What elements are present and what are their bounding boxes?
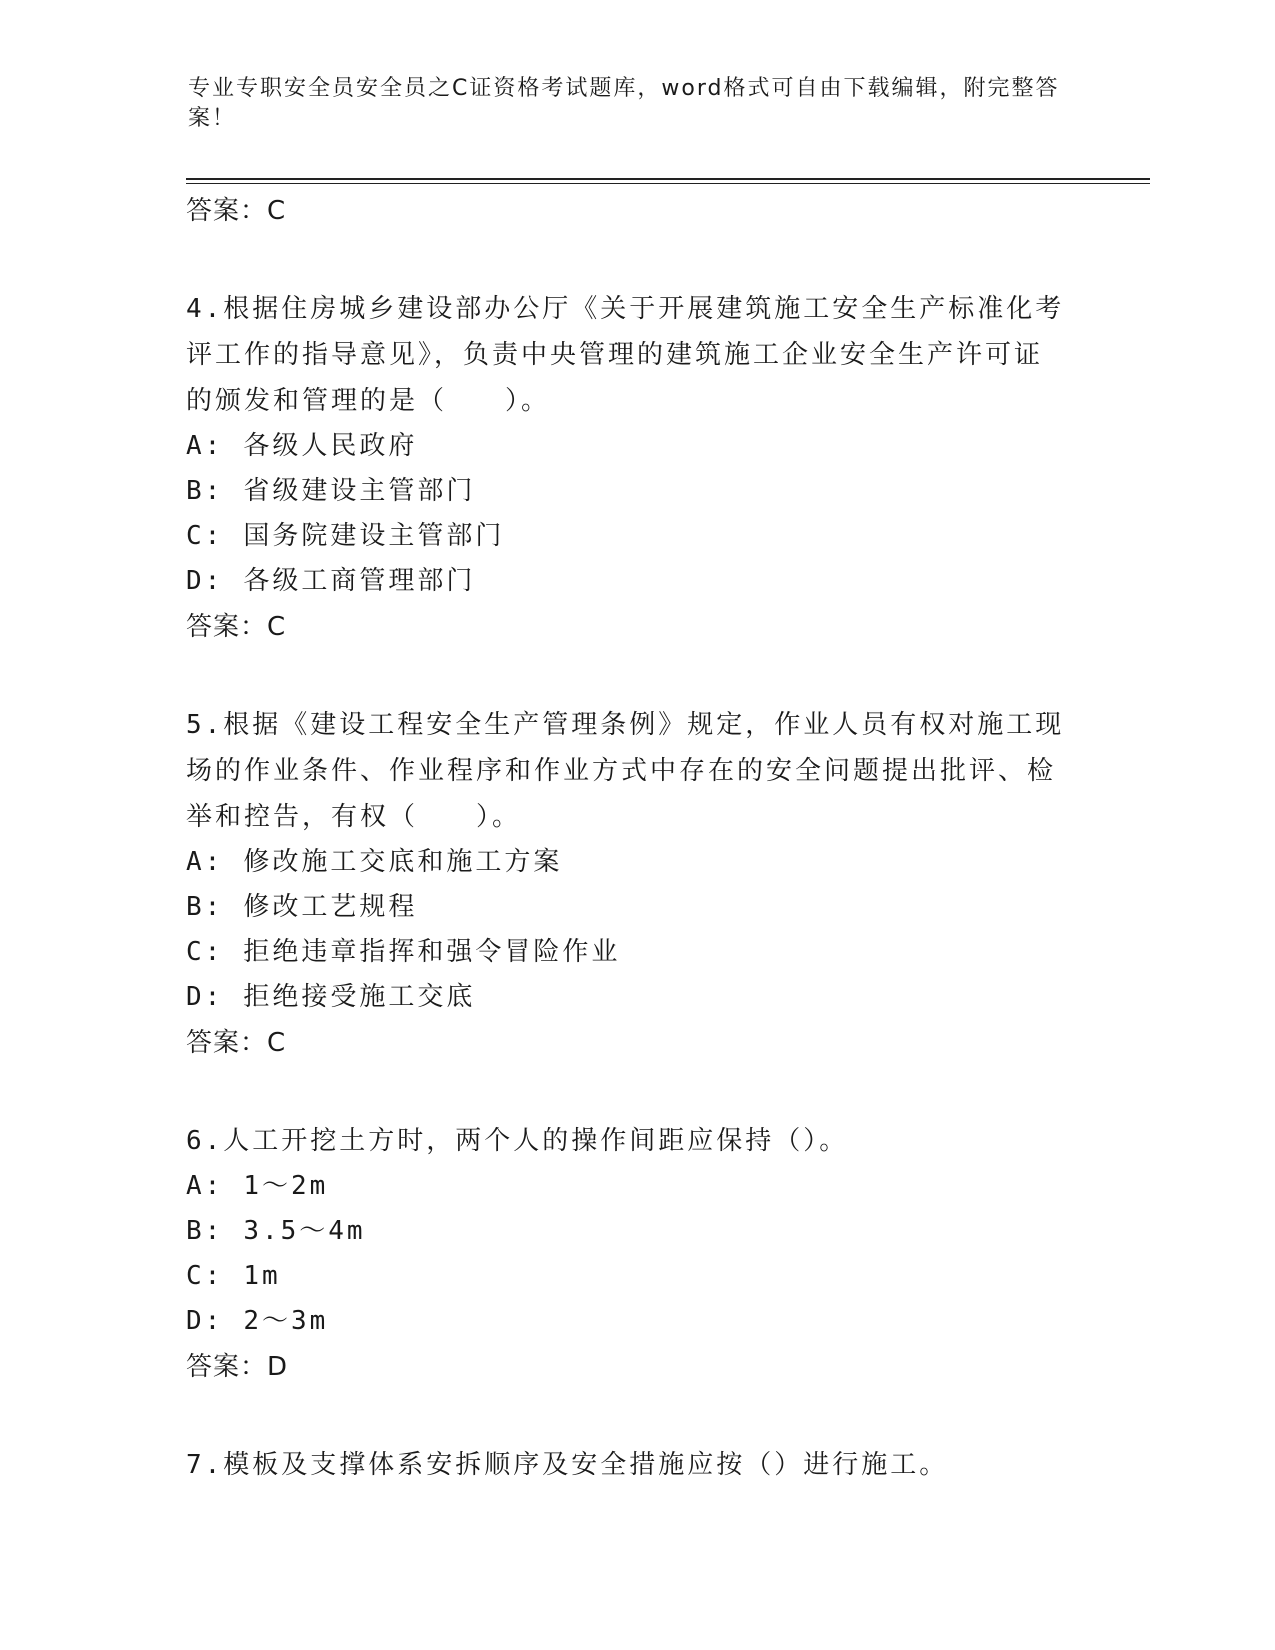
option-text: 1～2m <box>243 1171 329 1201</box>
option-b <box>186 1209 1066 1254</box>
header-divider-thick <box>186 178 1150 180</box>
option-key: C: <box>186 521 224 551</box>
option-text: 拒绝接受施工交底 <box>243 982 476 1012</box>
option-a <box>186 1164 1066 1209</box>
question-text: 5.根据《建设工程安全生产管理条例》规定，作业人员有权对施工现场的作业条件、作业程序和作业方式中存在的安全问题提出批评、检举和控告，有权（ ）。 <box>186 710 1065 832</box>
option-text: 3.5～4m <box>243 1216 366 1246</box>
option-key: A: <box>186 431 224 461</box>
question-text: 4.根据住房城乡建设部办公厅《关于开展建筑施工安全生产标准化考评工作的指导意见》，负责中央管理的建筑施工企业安全生产许可证的颁发和管理的是（ ）。 <box>186 294 1065 416</box>
question-4 <box>186 286 1066 650</box>
option-text: 各级工商管理部门 <box>243 566 476 596</box>
option-key: D: <box>186 566 224 596</box>
option-key: D: <box>186 1306 224 1336</box>
header-divider-thin <box>186 183 1150 184</box>
option-key: A: <box>186 847 224 877</box>
option-text: 2～3m <box>243 1306 329 1336</box>
option-text: 1m <box>243 1261 281 1291</box>
option-key: A: <box>186 1171 224 1201</box>
option-text: 国务院建设主管部门 <box>243 521 505 551</box>
option-b <box>186 469 1066 514</box>
answer-line: 答案：C <box>186 612 287 642</box>
document-header: 专业专职安全员安全员之C证资格考试题库，word格式可自由下载编辑，附完整答案！ <box>188 76 1060 131</box>
option-text: 修改施工交底和施工方案 <box>243 847 563 877</box>
option-key: B: <box>186 892 224 922</box>
option-d <box>186 559 1066 604</box>
option-text: 拒绝违章指挥和强令冒险作业 <box>243 937 621 967</box>
option-c <box>186 930 1066 975</box>
question-text: 6.人工开挖土方时，两个人的操作间距应保持（）。 <box>186 1126 849 1156</box>
option-key: D: <box>186 982 224 1012</box>
option-key: C: <box>186 937 224 967</box>
option-a <box>186 840 1066 885</box>
option-key: C: <box>186 1261 224 1291</box>
option-b <box>186 885 1066 930</box>
option-text: 省级建设主管部门 <box>243 476 476 506</box>
option-key: B: <box>186 476 224 506</box>
document-body <box>186 188 1066 1488</box>
question-6 <box>186 1118 1066 1390</box>
answer-line: 答案：D <box>186 1352 289 1382</box>
answer-line: 答案：C <box>186 196 287 226</box>
question-text: 7.模板及支撑体系安拆顺序及安全措施应按（）进行施工。 <box>186 1450 949 1480</box>
option-key: B: <box>186 1216 224 1246</box>
answer-line: 答案：C <box>186 1028 287 1058</box>
option-text: 修改工艺规程 <box>243 892 418 922</box>
option-d <box>186 975 1066 1020</box>
question-7 <box>186 1442 1066 1488</box>
option-d <box>186 1299 1066 1344</box>
option-a <box>186 424 1066 469</box>
option-c <box>186 514 1066 559</box>
question-5 <box>186 702 1066 1066</box>
option-c <box>186 1254 1066 1299</box>
option-text: 各级人民政府 <box>243 431 418 461</box>
